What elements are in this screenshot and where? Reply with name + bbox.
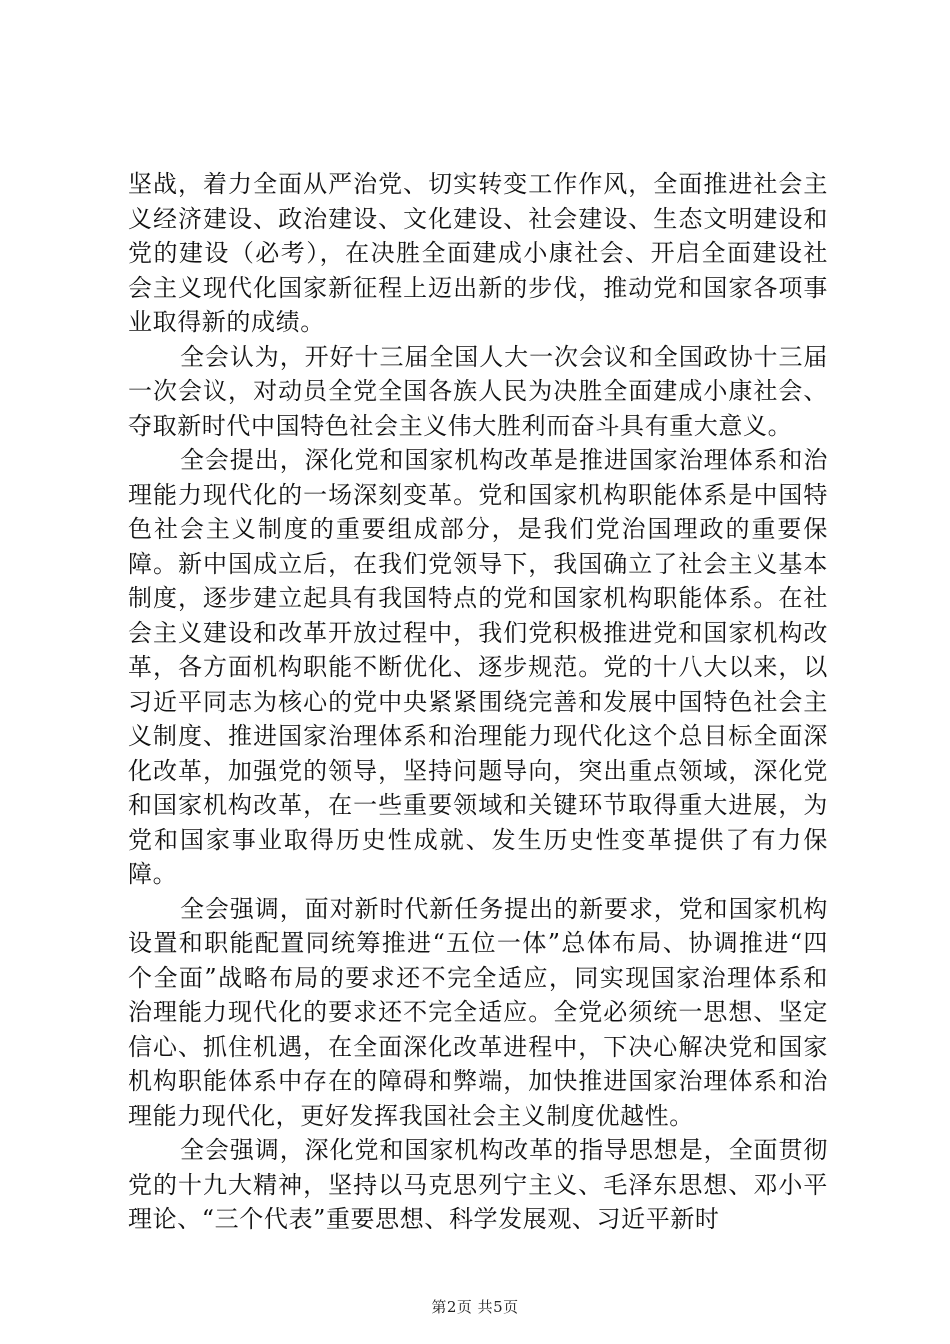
paragraph-plenary-proposal: 全会提出，深化党和国家机构改革是推进国家治理体系和治理能力现代化的一场深刻变革。党和国家机构职能体系是中国特色社会主义制度的重要组成部分，是我们党治国理政的重要保障。新中国成立后，在我们党领导下，我国确立了社会主义基本制度，逐步建立起具有我国特点的党和国家机构职能体系。在社会主义建设和改革开放过程中，我们党积极推进党和国家机构改革，各方面机构职能不断优化、逐步规范。党的十八大以来，以习近平同志为核心的党中央紧紧围绕完善和发展中国特色社会主义制度、推进国家治理体系和治理能力现代化这个总目标全面深化改革，加强党的领导，坚持问题导向，突出重点领域，深化党和国家机构改革，在一些重要领域和关键环节取得重大进展，为党和国家事业取得历史性成就、发生历史性变革提供了有力保障。 xyxy=(128,446,828,888)
page-number-footer: 第2页 共5页 xyxy=(431,1298,519,1316)
document-body xyxy=(128,167,828,1237)
paragraph-plenary-emphasis: 全会强调，面对新时代新任务提出的新要求，党和国家机构设置和职能配置同统筹推进“五位一体”总体布局、协调推进“四个全面”战略布局的要求还不完全适应，同实现国家治理体系和治理能力现代化的要求还不完全适应。全党必须统一思想、坚定信心、抓住机遇，在全面深化改革进程中，下决心解决党和国家机构职能体系中存在的障碍和弊端，加快推进国家治理体系和治理能力现代化，更好发挥我国社会主义制度优越性。 xyxy=(128,894,828,1130)
paragraph-continuation: 坚战，着力全面从严治党、切实转变工作作风，全面推进社会主义经济建设、政治建设、文化建设、社会建设、生态文明建设和党的建设（必考），在决胜全面建成小康社会、开启全面建设社会主义现代化国家新征程上迈出新的步伐，推动党和国家各项事业取得新的成绩。 xyxy=(128,170,828,336)
paragraph-plenary-view: 全会认为，开好十三届全国人大一次会议和全国政协十三届一次会议，对动员全党全国各族人民为决胜全面建成小康社会、夺取新时代中国特色社会主义伟大胜利而奋斗具有重大意义。 xyxy=(128,342,828,440)
paragraph-guiding-thought: 全会强调，深化党和国家机构改革的指导思想是，全面贯彻党的十九大精神，坚持以马克思列宁主义、毛泽东思想、邓小平理论、“三个代表”重要思想、科学发展观、习近平新时 xyxy=(128,1136,828,1233)
